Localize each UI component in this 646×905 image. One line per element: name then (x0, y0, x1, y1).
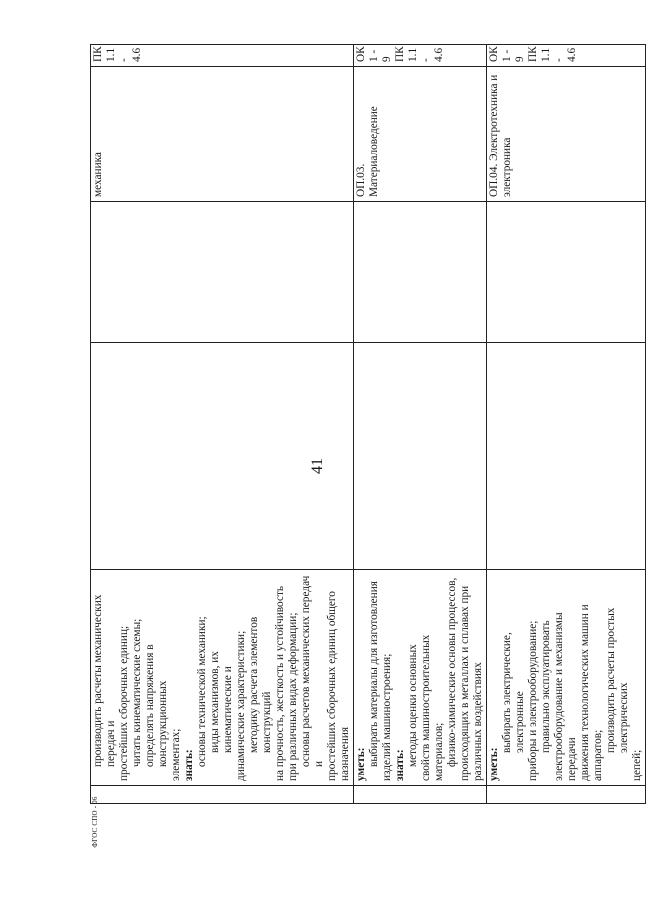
discipline-cell (91, 67, 354, 202)
discipline-cell (354, 67, 487, 202)
hours-cell (91, 202, 354, 343)
content-line: методику расчета элементов конструкций (248, 616, 273, 753)
content-line: элементах; (170, 728, 182, 781)
hours-cell (91, 343, 354, 570)
content-line: уметь: (355, 747, 367, 781)
curriculum-table (90, 44, 646, 804)
content-cell (354, 570, 487, 786)
rotated-table-wrapper (90, 45, 643, 804)
content-line: производить расчеты простых электрических (605, 607, 630, 753)
content-line: определять напряжения в конструкционных (144, 644, 169, 767)
content-line: производить расчеты механических передач и (92, 594, 117, 767)
competency-code: ПК 1.1 - 4.6 (527, 46, 578, 62)
discipline-name: механика (92, 152, 104, 197)
table-row (487, 45, 646, 804)
page-number: 41 (309, 458, 326, 474)
hours-cell (487, 343, 646, 570)
competency-code: ОК 1 - 9 (355, 46, 393, 62)
content-line: выбирать материалы для изготовления (368, 581, 380, 767)
content-line: уметь: (488, 747, 500, 781)
content-line: методы оценки основных (407, 644, 419, 767)
content-line: знать: (183, 749, 195, 781)
hours-cell (354, 343, 487, 570)
empty-cell (487, 786, 646, 804)
content-line: простейших сборочных единиц общего (326, 591, 338, 781)
content-line: основы расчетов механических передач и (300, 575, 325, 767)
content-line: читать кинематические схемы; (131, 618, 143, 767)
discipline-name: ОП.04. Электротехника и электроника (488, 74, 513, 197)
competencies-cell (354, 45, 487, 67)
empty-cell (354, 786, 487, 804)
competencies-cell (487, 45, 646, 67)
content-line: динамические характеристики; (235, 630, 247, 781)
content-line: правильно эксплуатировать (540, 620, 552, 753)
content-line: знать: (394, 749, 406, 781)
content-line: электрооборудование и механизмы передачи (553, 612, 578, 781)
content-line: различных воздействиях (472, 662, 484, 781)
table-row (91, 45, 354, 804)
content-line: физико-химические основы процессов, (446, 577, 458, 767)
content-line: назначения (339, 726, 351, 781)
content-line: движения технологических машин и аппаратов; (579, 604, 604, 781)
discipline-cell (487, 67, 646, 202)
content-line: цепей; (631, 749, 643, 781)
content-line: на прочность, жесткость и устойчивость (274, 585, 286, 781)
hours-cell (354, 202, 487, 343)
competency-code: ПК 1.1 - 4.6 (394, 46, 445, 62)
content-line: виды механизмов, их кинематические и (209, 651, 234, 753)
content-line: происходящих в металлах и сплавах при (459, 585, 471, 781)
content-line: при различных видах деформации; (287, 612, 299, 781)
competencies-cell (91, 45, 354, 67)
table-row (354, 45, 487, 804)
content-line: основы технической механики; (196, 616, 208, 767)
content-line: выбирать электрические, электронные (501, 632, 526, 753)
table-frame (90, 45, 643, 804)
hours-cell (487, 202, 646, 343)
footer-label: ФГОС СПО - 06 (91, 796, 99, 848)
content-line: простейших сборочных единиц; (118, 625, 130, 781)
content-cell (487, 570, 646, 786)
content-line: изделий машиностроения; (381, 653, 393, 781)
discipline-name: ОП.03. Материаловедение (355, 106, 380, 197)
empty-cell (91, 786, 354, 804)
content-line: приборы и электрооборудование; (527, 620, 539, 781)
competency-code: ПК 1.1 - 4.6 (92, 46, 143, 62)
content-line: свойств машиностроительных материалов; (420, 634, 445, 781)
competency-code: ОК 1 - 9 (488, 46, 526, 62)
content-cell (91, 570, 354, 786)
